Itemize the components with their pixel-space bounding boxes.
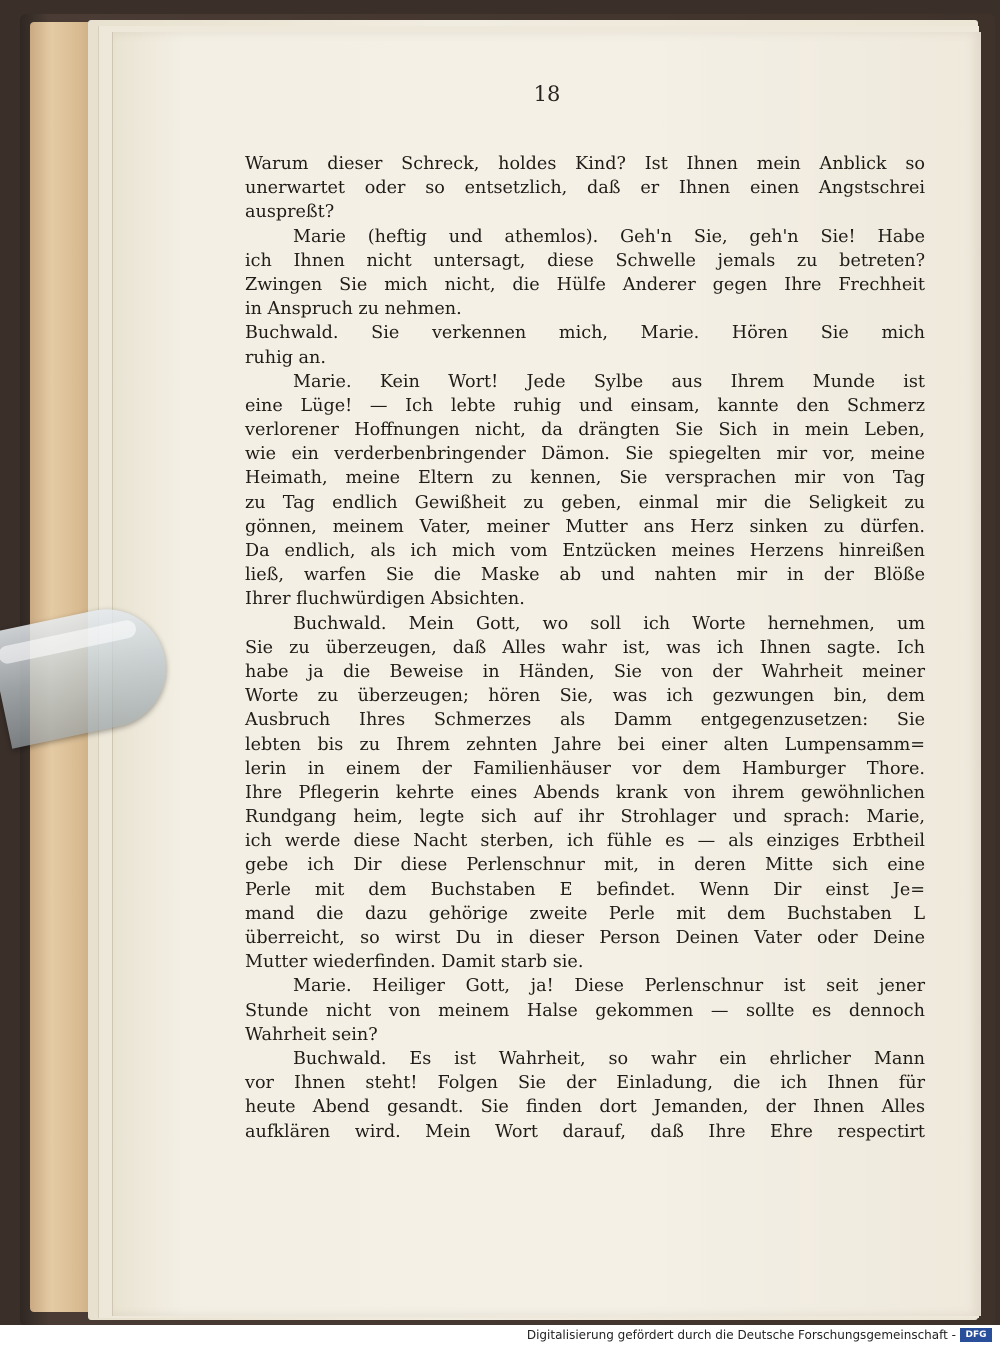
text-line: wie ein verderbenbringender Dämon. Sie spiegelten mir vor, meine [245,444,925,465]
text-line: Heimath, meine Eltern zu kennen, Sie versprachen mir von Tag [245,468,925,489]
footer-bar [0,1325,1000,1345]
text-line: Sie zu überzeugen, daß Alles wahr ist, was ich Ihnen sagte. Ich [245,637,925,658]
text-line: Da endlich, als ich mich vom Entzücken meines Herzens hinreißen [245,541,925,561]
page-text [245,152,925,1144]
text-line: ruhig an. [245,347,326,368]
text-line: lebten bis zu Ihrem zehnten Jahre bei einer alten Lumpensamm= [245,734,925,755]
text-line: Marie (heftig und athemlos). Geh'n Sie, geh'n Sie! Habe [293,226,925,247]
text-line: heute Abend gesandt. Sie finden dort Jemanden, der Ihnen Alles [245,1097,925,1118]
text-line: Buchwald. Es ist Wahrheit, so wahr ein ehrlicher Mann [293,1048,925,1069]
text-line: Zwingen Sie mich nicht, die Hülfe Anderer gegen Ihre Frechheit [245,274,925,295]
text-line: Ausbruch Ihres Schmerzes als Damm entgegenzusetzen: Sie [245,710,925,731]
text-line: Warum dieser Schreck, holdes Kind? Ist Ihnen mein Anblick so [245,154,925,174]
text-line: Rundgang heim, legte sich auf ihr Strohlager und sprach: Marie, [245,807,925,828]
text-line: gebe ich Dir diese Perlenschnur mit, in deren Mitte sich eine [245,855,925,876]
text-line: mand die dazu gehörige zweite Perle mit dem Buchstaben L [245,903,925,924]
book-page [112,32,981,1316]
text-line: zu Tag endlich Gewißheit zu geben, einmal mir die Seligkeit zu [245,492,925,513]
text-line: unerwartet oder so entsetzlich, daß er Ihnen einen Angstschrei [245,178,925,199]
text-line: aufklären wird. Mein Wort darauf, daß Ihre Ehre respectirt [245,1121,925,1142]
text-line: lerin in einem der Familienhäuser vor dem Hamburger Thore. [245,758,925,779]
text-line: vor Ihnen steht! Folgen Sie der Einladung, die ich Ihnen für [245,1073,925,1094]
text-line: Stunde nicht von meinem Halse gekommen — sollte es dennoch [245,1000,925,1021]
text-line: Mutter wiederfinden. Damit starb sie. [245,952,584,973]
text-line: Buchwald. Sie verkennen mich, Marie. Hören Sie mich [245,323,925,344]
text-line: ließ, warfen Sie die Maske ab und nahten mir in der Blöße [245,565,925,586]
footer-credit: Digitalisierung gefördert durch die Deutsche Forschungsgemeinschaft - [526,1328,956,1342]
text-line: Wahrheit sein? [245,1024,378,1045]
text-line: Perle mit dem Buchstaben E befindet. Wenn Dir einst Je= [245,879,925,900]
text-line: Worte zu überzeugen; hören Sie, was ich gezwungen bin, dem [245,686,925,707]
text-line: eine Lüge! — Ich lebte ruhig und einsam, kannte den Schmerz [245,395,925,416]
text-line: habe ja die Beweise in Händen, Sie von der Wahrheit meiner [245,661,925,682]
glass-sheen [0,619,138,666]
text-line: in Anspruch zu nehmen. [245,299,462,320]
text-line: auspreßt? [245,202,335,223]
text-line: gönnen, meinem Vater, meiner Mutter ans Herz sinken zu dürfen. [245,516,925,537]
text-line: ich Ihnen nicht untersagt, diese Schwelle jemals zu betreten? [245,250,925,271]
page-number: 18 [533,82,561,106]
text-line: Buchwald. Mein Gott, wo soll ich Worte hernehmen, um [293,613,925,634]
text-line: Ihrer fluchwürdigen Absichten. [245,589,525,610]
text-line: ich werde diese Nacht sterben, ich fühle es — als einziges Erbtheil [245,831,925,852]
dfg-logo: DFG [960,1328,992,1342]
text-line: Ihre Pflegerin kehrte eines Abends krank von ihrem gewöhnlichen [245,782,925,803]
text-line: überreicht, so wirst Du in dieser Person Deinen Vater oder Deine [245,928,925,948]
text-line: verlorener Hoffnungen nicht, da drängten Sie Sich in mein Leben, [245,420,925,441]
text-line: Marie. Heiliger Gott, ja! Diese Perlenschnur ist seit jener [293,976,925,997]
text-line: Marie. Kein Wort! Jede Sylbe aus Ihrem Munde ist [293,371,925,392]
